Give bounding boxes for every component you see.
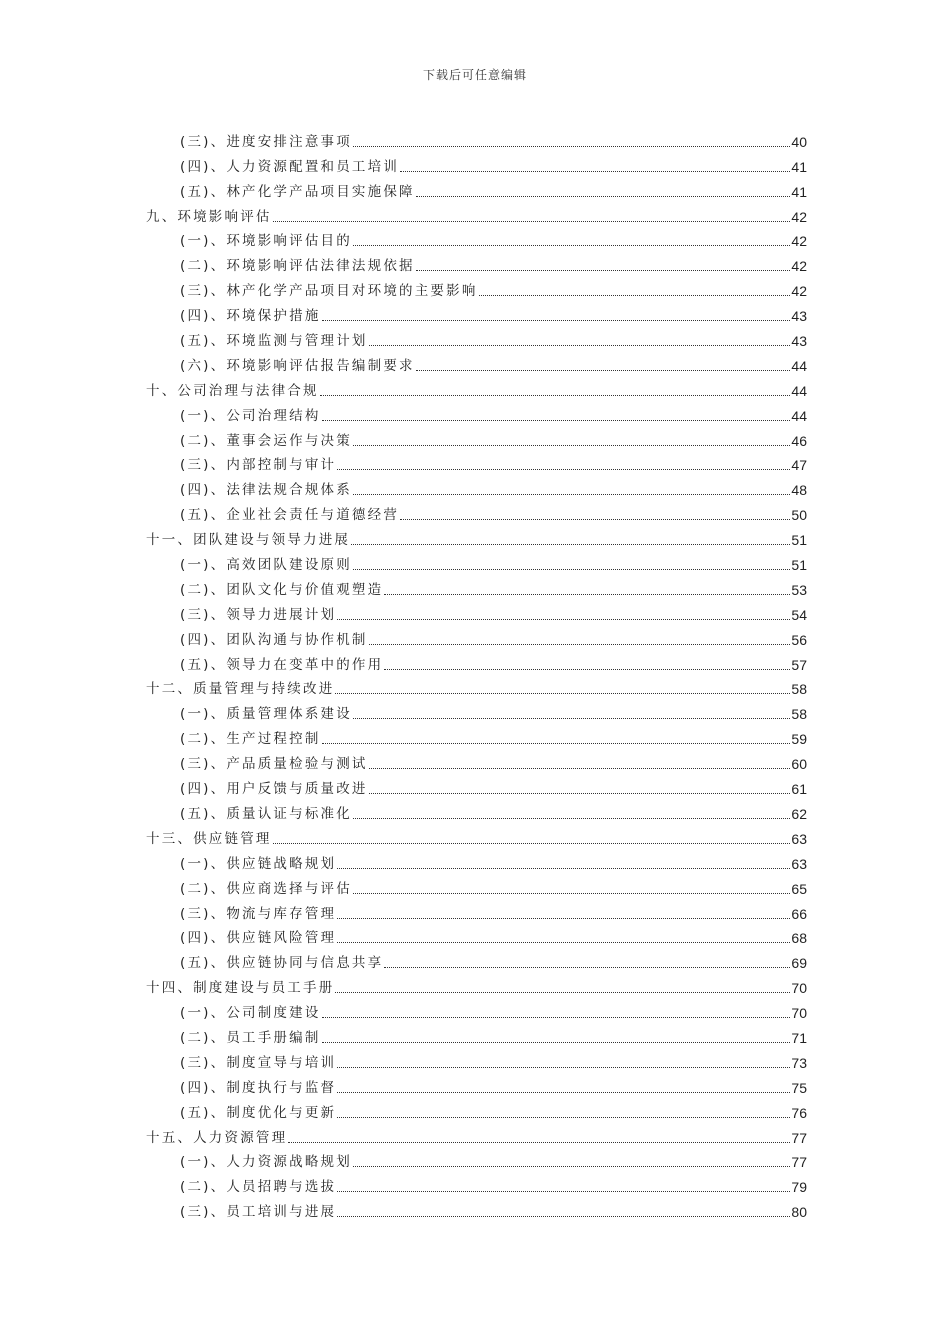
toc-entry-page-number: 44 [791,382,807,399]
toc-dot-leader [369,793,791,794]
toc-section-entry[interactable] [0,1096,950,1121]
toc-entry-title: (三)、物流与库存管理 [180,905,337,922]
toc-entry-title: (三)、内部控制与审计 [180,457,337,474]
toc-entry-title: (四)、供应链风险管理 [180,930,337,947]
toc-dot-leader [337,1191,790,1192]
toc-dot-leader [416,270,791,271]
toc-entry-title: (三)、产品质量检验与测试 [180,756,368,773]
toc-entry-page-number: 77 [791,1129,807,1146]
toc-entry-title: (三)、林产化学产品项目对环境的主要影响 [180,283,478,300]
toc-dot-leader [479,295,791,296]
toc-entry-title: (二)、人员招聘与选拔 [180,1179,337,1196]
toc-entry-page-number: 40 [791,133,807,150]
toc-section-entry[interactable] [0,175,950,200]
toc-section-entry[interactable] [0,498,950,523]
toc-dot-leader [335,693,790,694]
toc-dot-leader [353,445,790,446]
toc-entry-title: (四)、法律法规合规体系 [180,482,352,499]
toc-entry-page-number: 42 [791,208,807,225]
toc-entry-page-number: 43 [791,308,807,325]
toc-entry-page-number: 41 [791,183,807,200]
toc-entry-title: (二)、生产过程控制 [180,731,321,748]
toc-entry-title: (三)、员工培训与进展 [180,1204,337,1221]
toc-entry-page-number: 79 [791,1179,807,1196]
toc-entry-page-number: 68 [791,930,807,947]
toc-section-entry[interactable] [0,1146,950,1171]
toc-entry-page-number: 41 [791,158,807,175]
toc-chapter-entry[interactable] [0,673,950,698]
toc-entry-page-number: 44 [791,357,807,374]
toc-entry-page-number: 60 [791,756,807,773]
toc-dot-leader [353,569,790,570]
toc-entry-title: (四)、人力资源配置和员工培训 [180,158,400,175]
toc-entry-page-number: 58 [791,681,807,698]
toc-section-entry[interactable] [0,1046,950,1071]
toc-entry-title: (二)、环境影响评估法律法规依据 [180,258,415,275]
toc-dot-leader [322,320,791,321]
toc-dot-leader [384,967,790,968]
toc-entry-title: 十三、供应链管理 [146,830,272,847]
toc-dot-leader [337,1067,790,1068]
toc-section-entry[interactable] [0,772,950,797]
toc-section-entry[interactable] [0,424,950,449]
toc-entry-title: (五)、企业社会责任与道德经营 [180,507,400,524]
toc-dot-leader [400,519,790,520]
toc-dot-leader [337,1117,790,1118]
toc-section-entry[interactable] [0,1195,950,1220]
toc-dot-leader [353,1166,790,1167]
toc-dot-leader [322,743,791,744]
toc-section-entry[interactable] [0,1170,950,1195]
toc-entry-title: 十、公司治理与法律合规 [146,382,319,399]
toc-section-entry[interactable] [0,847,950,872]
toc-section-entry[interactable] [0,1071,950,1096]
toc-section-entry[interactable] [0,324,950,349]
toc-section-entry[interactable] [0,249,950,274]
toc-dot-leader [416,196,791,197]
toc-section-entry[interactable] [0,473,950,498]
toc-entry-page-number: 80 [791,1204,807,1221]
toc-entry-title: 十四、制度建设与员工手册 [146,980,335,997]
toc-section-entry[interactable] [0,598,950,623]
toc-section-entry[interactable] [0,623,950,648]
toc-dot-leader [337,619,790,620]
toc-chapter-entry[interactable] [0,200,950,225]
toc-section-entry[interactable] [0,225,950,250]
toc-dot-leader [400,171,790,172]
toc-dot-leader [353,818,790,819]
toc-entry-title: (一)、人力资源战略规划 [180,1154,352,1171]
toc-entry-title: 十五、人力资源管理 [146,1129,288,1146]
toc-entry-title: (六)、环境影响评估报告编制要求 [180,357,415,374]
page-header: 下载后可任意编辑 [422,68,527,82]
toc-chapter-entry[interactable] [0,1121,950,1146]
toc-entry-title: 十二、质量管理与持续改进 [146,681,335,698]
toc-entry-page-number: 46 [791,432,807,449]
toc-section-entry[interactable] [0,274,950,299]
toc-entry-title: (二)、团队文化与价值观塑造 [180,581,384,598]
toc-entry-title: (五)、环境监测与管理计划 [180,333,368,350]
toc-dot-leader [353,718,790,719]
toc-entry-title: (三)、制度宣导与培训 [180,1054,337,1071]
toc-entry-page-number: 70 [791,1005,807,1022]
toc-section-entry[interactable] [0,125,950,150]
toc-chapter-entry[interactable] [0,971,950,996]
toc-entry-page-number: 56 [791,631,807,648]
toc-entry-page-number: 63 [791,830,807,847]
toc-entry-page-number: 65 [791,880,807,897]
toc-entry-title: (三)、领导力进展计划 [180,606,337,623]
toc-dot-leader [337,1216,790,1217]
toc-section-entry[interactable] [0,872,950,897]
toc-chapter-entry[interactable] [0,374,950,399]
toc-entry-title: (一)、公司制度建设 [180,1005,321,1022]
toc-entry-title: (五)、领导力在变革中的作用 [180,656,384,673]
toc-section-entry[interactable] [0,922,950,947]
toc-section-entry[interactable] [0,150,950,175]
toc-entry-page-number: 42 [791,283,807,300]
toc-entry-page-number: 71 [791,1029,807,1046]
toc-entry-page-number: 43 [791,333,807,350]
toc-dot-leader [288,1142,790,1143]
toc-section-entry[interactable] [0,797,950,822]
toc-entry-page-number: 42 [791,258,807,275]
toc-dot-leader [351,544,790,545]
toc-entry-page-number: 44 [791,407,807,424]
toc-entry-title: (一)、环境影响评估目的 [180,233,352,250]
toc-dot-leader [337,868,790,869]
toc-dot-leader [320,395,791,396]
toc-section-entry[interactable] [0,573,950,598]
toc-entry-title: (一)、供应链战略规划 [180,855,337,872]
toc-dot-leader [322,1017,791,1018]
toc-dot-leader [273,843,791,844]
toc-entry-title: (五)、质量认证与标准化 [180,805,352,822]
toc-dot-leader [273,221,791,222]
toc-entry-title: (五)、林产化学产品项目实施保障 [180,183,415,200]
toc-dot-leader [337,942,790,943]
toc-entry-title: (二)、董事会运作与决策 [180,432,352,449]
toc-chapter-entry[interactable] [0,523,950,548]
toc-entry-page-number: 51 [791,557,807,574]
toc-section-entry[interactable] [0,996,950,1021]
toc-section-entry[interactable] [0,399,950,424]
toc-dot-leader [384,669,790,670]
toc-entry-page-number: 75 [791,1079,807,1096]
toc-section-entry[interactable] [0,946,950,971]
toc-entry-page-number: 58 [791,706,807,723]
toc-dot-leader [369,768,791,769]
toc-dot-leader [384,594,790,595]
toc-dot-leader [353,893,790,894]
toc-entry-page-number: 77 [791,1154,807,1171]
toc-dot-leader [353,245,790,246]
toc-entry-title: (一)、高效团队建设原则 [180,557,352,574]
toc-entry-page-number: 63 [791,855,807,872]
toc-entry-page-number: 59 [791,731,807,748]
toc-dot-leader [353,494,790,495]
toc-dot-leader [369,345,791,346]
toc-entry-page-number: 51 [791,532,807,549]
toc-entry-title: (五)、供应链协同与信息共享 [180,955,384,972]
toc-entry-page-number: 69 [791,955,807,972]
toc-entry-title: (四)、环境保护措施 [180,308,321,325]
toc-entry-title: (四)、用户反馈与质量改进 [180,781,368,798]
toc-entry-page-number: 76 [791,1104,807,1121]
toc-section-entry[interactable] [0,722,950,747]
toc-section-entry[interactable] [0,747,950,772]
toc-dot-leader [322,420,791,421]
toc-entry-page-number: 70 [791,980,807,997]
toc-entry-title: (一)、质量管理体系建设 [180,706,352,723]
toc-dot-leader [322,1042,791,1043]
toc-section-entry[interactable] [0,897,950,922]
toc-section-entry[interactable] [0,548,950,573]
toc-entry-page-number: 73 [791,1054,807,1071]
toc-section-entry[interactable] [0,697,950,722]
toc-dot-leader [416,370,791,371]
toc-entry-page-number: 57 [791,656,807,673]
toc-dot-leader [337,469,790,470]
toc-entry-title: (四)、团队沟通与协作机制 [180,631,368,648]
toc-entry-page-number: 50 [791,507,807,524]
toc-section-entry[interactable] [0,449,950,474]
toc-dot-leader [337,1092,790,1093]
toc-dot-leader [335,992,790,993]
toc-entry-page-number: 66 [791,905,807,922]
toc-entry-title: (二)、供应商选择与评估 [180,880,352,897]
toc-dot-leader [337,918,790,919]
toc-section-entry[interactable] [0,1021,950,1046]
toc-entry-page-number: 47 [791,457,807,474]
toc-entry-title: (一)、公司治理结构 [180,407,321,424]
toc-chapter-entry[interactable] [0,822,950,847]
toc-entry-title: 九、环境影响评估 [146,208,272,225]
toc-section-entry[interactable] [0,349,950,374]
toc-section-entry[interactable] [0,299,950,324]
toc-entry-page-number: 61 [791,781,807,798]
toc-section-entry[interactable] [0,648,950,673]
toc-dot-leader [353,146,790,147]
toc-entry-page-number: 54 [791,606,807,623]
toc-entry-title: (二)、员工手册编制 [180,1029,321,1046]
toc-entry-page-number: 42 [791,233,807,250]
toc-dot-leader [369,644,791,645]
toc-entry-title: (五)、制度优化与更新 [180,1104,337,1121]
toc-entry-page-number: 53 [791,581,807,598]
table-of-contents [0,125,950,1220]
toc-entry-page-number: 62 [791,805,807,822]
toc-entry-title: (三)、进度安排注意事项 [180,133,352,150]
toc-entry-title: (四)、制度执行与监督 [180,1079,337,1096]
toc-entry-page-number: 48 [791,482,807,499]
toc-entry-title: 十一、团队建设与领导力进展 [146,532,351,549]
